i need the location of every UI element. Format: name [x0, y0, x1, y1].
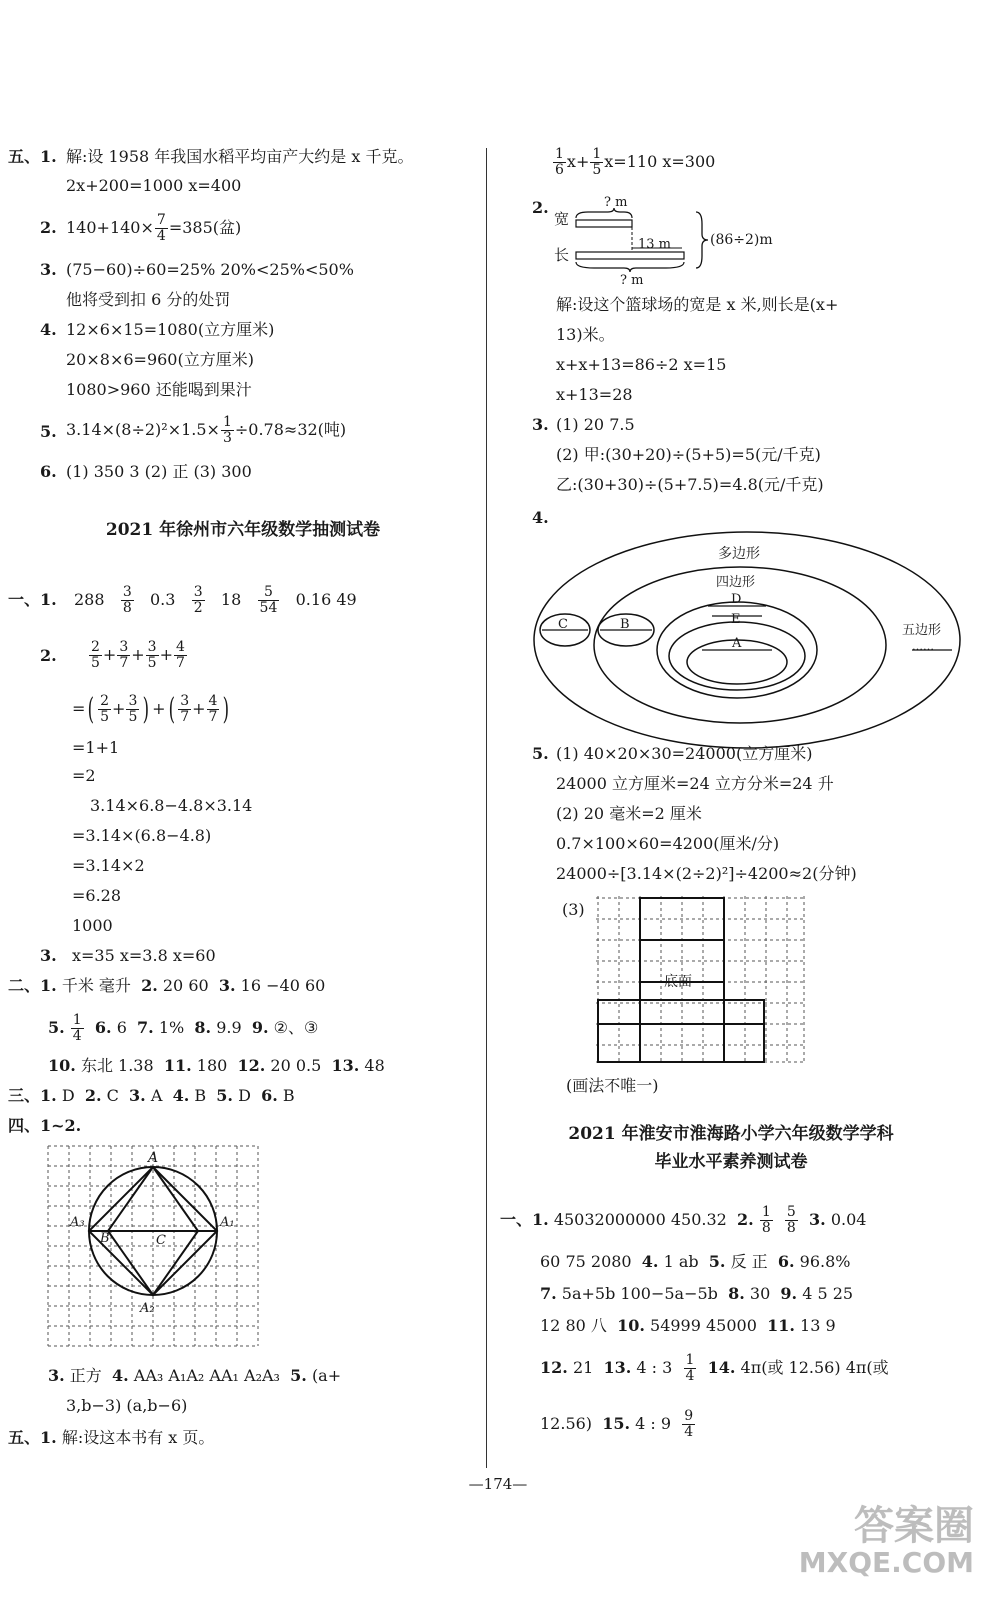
answer-line: 3. 正方 4. AA₃ A₁A₂ AA₁ A₂A₃ 5. (a+ — [48, 1366, 342, 1385]
answer-line: (2) 20 毫米=2 厘米 — [556, 804, 702, 823]
answer-line: =6.28 — [72, 886, 122, 905]
label-polygon: 多边形 — [718, 546, 760, 562]
answer-line: 一、1. 45032000000 450.32 2. $\frac{1}{8}$ $\frac{5}{8}$ 3. 0.04 — [500, 1204, 867, 1236]
answer-line: 3.14×6.8−4.8×3.14 — [90, 796, 253, 815]
q-label: 4. — [40, 320, 57, 339]
column-divider — [486, 148, 487, 1468]
section-title: 毕业水平素养测试卷 — [654, 1152, 808, 1172]
watermark — [799, 1504, 974, 1578]
label-long: 长 — [554, 246, 570, 264]
answer-line: 五、1. 解:设这本书有 x 页。 — [8, 1428, 215, 1447]
label-quadrilateral: 四边形 — [716, 575, 756, 590]
label-dots: …… — [912, 640, 934, 653]
answer-line: 三、1. D 2. C 3. A 4. B 5. D 6. B — [8, 1086, 295, 1105]
answer-line: 60 75 2080 4. 1 ab 5. 反 正 6. 96.8% — [540, 1252, 851, 1271]
answer-line: 20×8×6=960(立方厘米) — [66, 350, 254, 369]
q-label: 3. — [40, 260, 57, 279]
answer-line: 5. $\frac{1}{4}$ 6. 6 7. 1% 8. 9.9 9. ②、③ — [48, 1012, 319, 1044]
venn-diagram — [532, 530, 962, 750]
label-13m: 13 m — [638, 237, 672, 252]
answer-line: =3.14×(6.8−4.8) — [72, 826, 212, 845]
answer-line: x=35 x=3.8 x=60 — [72, 946, 216, 965]
answer-line: (1) 20 7.5 — [556, 415, 635, 434]
net-diagram — [596, 896, 808, 1066]
answer-line — [66, 208, 241, 248]
answer-line: =3.14×2 — [72, 856, 145, 875]
label-d: D — [731, 592, 742, 607]
watermark-logo: 答案圈 — [854, 1503, 974, 1549]
q-label: 5. — [532, 744, 549, 763]
answer-line: $\frac{1}{6}$ x+ $\frac{1}{5}$ x=110 x=300 — [555, 146, 716, 178]
q-label: 四、1~2. — [8, 1116, 82, 1135]
label-e: E — [731, 612, 741, 627]
answer-line: (1) 350 3 (2) 正 (3) 300 — [66, 462, 252, 481]
answer-line: (画法不唯一) — [566, 1076, 659, 1095]
label-a3: A₃ — [70, 1215, 85, 1230]
answer-line: 3,b−3) (a,b−6) — [66, 1396, 188, 1415]
fraction: $\frac{1}{3}$ — [222, 414, 232, 446]
label-qm-top: ? m — [604, 195, 628, 210]
answer-line: 2x+200=1000 x=400 — [66, 176, 242, 195]
fraction: $\frac{5}{54}$ — [259, 584, 278, 616]
answer-line: 12.56) 15. 4 : 9 $\frac{9}{4}$ — [540, 1408, 694, 1440]
dashed-grid — [48, 1146, 258, 1346]
answer-line: 二、1. 千米 毫升 2. 20 60 3. 16 −40 60 — [8, 976, 326, 995]
answer-line: $\frac{2}{5}$ + $\frac{3}{7}$ + $\frac{3}{5}$ + $\frac{4}{7}$ — [91, 639, 185, 671]
answer-line: 他将受到扣 6 分的处罚 — [66, 290, 231, 309]
label-wide: 宽 — [554, 210, 570, 228]
answer-line: 12×6×15=1080(立方厘米) — [66, 320, 275, 339]
label-a1: A₁ — [220, 1215, 235, 1230]
answer-line: 乙:(30+30)÷(5+7.5)=4.8(元/千克) — [556, 475, 824, 494]
q-label: 2. — [532, 198, 549, 217]
answer-line: 7. 5a+5b 100−5a−5b 8. 30 9. 4 5 25 — [540, 1284, 854, 1303]
grid-figure — [48, 1146, 260, 1354]
answer-line: 0.7×100×60=4200(厘米/分) — [556, 834, 780, 853]
q-label: 3. — [532, 415, 549, 434]
label-b: B — [100, 1231, 110, 1246]
answer-line: =2 — [72, 766, 96, 785]
label-a: A — [148, 1150, 159, 1166]
answer-line: x+13=28 — [556, 385, 633, 404]
answer-line: 12. 21 13. 4 : 3 $\frac{1}{4}$ 14. 4π(或 12.56) 4π(或 — [540, 1352, 889, 1384]
answer-line: 解:设这个篮球场的宽是 x 米,则长是(x+ — [556, 295, 839, 314]
answer-line: (1) 40×20×30=24000(立方厘米) — [556, 744, 813, 763]
fraction: $\frac{3}{2}$ — [193, 584, 203, 616]
q-label: 一、1. — [8, 590, 57, 609]
answer-line: 1080>960 还能喝到果汁 — [66, 380, 252, 399]
answer-line: 24000 立方厘米=24 立方分米=24 升 — [556, 774, 834, 793]
section-title: 2021 年徐州市六年级数学抽测试卷 — [105, 520, 381, 540]
expr: =385(盆) — [168, 218, 242, 237]
label-total: (86÷2)m — [710, 232, 773, 248]
q-label: 2. — [40, 646, 57, 665]
fraction: $\frac{7}{4}$ — [156, 212, 166, 244]
q-label: 6. — [40, 462, 57, 481]
section-title: 2021 年淮安市淮海路小学六年级数学学科 — [568, 1124, 894, 1144]
label-a2: A₂ — [140, 1301, 155, 1316]
q-label: 3. — [40, 946, 57, 965]
answer-line: x+x+13=86÷2 x=15 — [556, 355, 727, 374]
label-c: C — [558, 617, 568, 632]
expr: ÷0.78≈32(吨) — [234, 420, 347, 439]
fraction: $\frac{3}{8}$ — [122, 584, 132, 616]
label-b: B — [620, 617, 630, 632]
watermark-url: MXQE.COM — [798, 1546, 974, 1579]
label-a: A — [732, 636, 742, 651]
answer-line: 288 $\frac{3}{8}$ 0.3 $\frac{3}{2}$ 18 $\frac{5}{54}$ 0.16 49 — [74, 584, 357, 616]
label-pentagon: 五边形 — [902, 623, 942, 638]
answer-line: 24000÷[3.14×(2÷2)²]÷4200≈2(分钟) — [556, 864, 857, 883]
answer-line: 13)米。 — [556, 325, 615, 344]
answer-line: 解:设 1958 年我国水稻平均亩产大约是 x 千克。 — [66, 147, 414, 166]
label-base: 底面 — [664, 974, 692, 990]
answer-line: 10. 东北 1.38 11. 180 12. 20 0.5 13. 48 — [48, 1056, 385, 1075]
segment-diagram — [554, 190, 794, 286]
q-label: 2. — [40, 218, 57, 237]
answer-line: =1+1 — [72, 738, 120, 757]
answer-line: (75−60)÷60=25% 20%<25%<50% — [66, 260, 354, 279]
answer-line: 1000 — [72, 916, 113, 935]
expr: 3.14×(8÷2)²×1.5× — [66, 420, 220, 439]
answer-line: =( $\frac{2}{5}$ + $\frac{3}{5}$ ) +( $\frac{3}{7}$ + $\frac{4}{7}$ ) — [72, 691, 230, 727]
label-c: C — [156, 1233, 166, 1248]
answer-line: 12 80 八 10. 54999 45000 11. 13 9 — [540, 1316, 836, 1335]
q-label: 4. — [532, 508, 549, 527]
sub-label: (3) — [562, 900, 585, 919]
page-number: —174— — [468, 1475, 528, 1493]
q-label: 五、1. — [8, 147, 57, 166]
expr: 140+140× — [66, 218, 154, 237]
answer-line — [66, 410, 346, 450]
q-label: 5. — [40, 422, 57, 441]
label-qm-bottom: ? m — [620, 273, 644, 288]
answer-line: (2) 甲:(30+20)÷(5+5)=5(元/千克) — [556, 445, 821, 464]
